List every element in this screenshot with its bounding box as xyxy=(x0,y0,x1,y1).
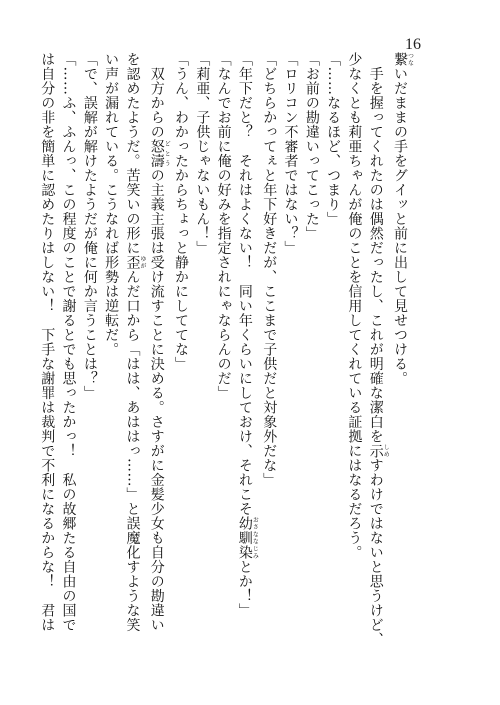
line-text: 手を握ってくれたのは偶然だったし、これが明確な潔白を xyxy=(367,52,384,444)
ruby-word xyxy=(236,516,259,560)
line-text: すわけではないと思うけど、 xyxy=(367,458,384,647)
text-line xyxy=(364,52,388,662)
line-text: の主義主張は受け流すことに決める。さすがに金髪少女も自分の勘違い xyxy=(148,168,165,632)
line-text: 双方からの xyxy=(148,52,165,139)
ruby-base: 繋 xyxy=(392,52,408,67)
line-text: とか！」 xyxy=(236,559,253,618)
ruby-reading: どとう xyxy=(163,139,171,168)
ruby-word xyxy=(148,139,171,168)
text-line: い声が漏れている。こうなれば形勢は逆転だ。 xyxy=(103,52,120,357)
ruby-base: 示 xyxy=(367,443,384,458)
ruby-reading: おさななじみ xyxy=(251,516,259,560)
ruby-word xyxy=(392,52,414,67)
ruby-word xyxy=(124,255,146,270)
ruby-word xyxy=(367,443,390,459)
line-text: いだままの手をグイッと前に出して見せつける。 xyxy=(392,66,408,386)
text-line: 「……なるほど、つまり」 xyxy=(325,52,342,226)
text-line xyxy=(145,52,169,662)
text-line: は自分の非を簡単に認めたりはしない！ 下手な謝罪は裁判で不利になるからな！ 君は xyxy=(39,52,56,632)
text-line: 「莉亜、子供じゃないもん！」 xyxy=(194,52,211,255)
text-line: 「で、誤解が解けたようだが俺に何か言うことは？」 xyxy=(81,52,98,400)
text-line xyxy=(121,52,145,662)
ruby-base: 怒濤 xyxy=(148,139,165,168)
text-line: 「どちらかってぇと年下好きだが、ここまで子供だと対象外だな」 xyxy=(261,52,278,487)
page-number: 16 xyxy=(405,36,421,53)
text-line xyxy=(234,52,258,662)
ruby-base: 幼馴染 xyxy=(236,516,253,560)
text-line: 「うん、わかったからちょっと静かにしててな」 xyxy=(173,52,190,371)
text-line: 「なんでお前に俺の好みを指定されにゃならんのだ」 xyxy=(215,52,232,400)
line-text: を認めたようだ。苦笑いの形に xyxy=(124,52,141,255)
text-line xyxy=(389,52,413,662)
text-line: 少なくとも莉亜ちゃんが俺のことを信用してくれている証拠にはなるだろう。 xyxy=(346,52,363,560)
ruby-reading: ゆが xyxy=(138,255,146,270)
text-line: 「お前の勘違いってこった」 xyxy=(303,52,320,241)
ruby-reading: しめ xyxy=(382,443,390,458)
ruby-base: 歪 xyxy=(124,255,141,270)
text-line: 「ロリコン不審者ではない？」 xyxy=(282,52,299,255)
novel-text-column-block xyxy=(39,52,414,662)
line-text: 「年下だと？ それはよくない！ 同い年くらいにしておけ、それこそ xyxy=(236,52,253,516)
ruby-reading: つな xyxy=(406,52,414,67)
line-text: んだ口から「はは、あははっ……」と誤魔化すような笑 xyxy=(124,269,141,632)
text-line: 「……ふ、ふんっ、この程度のことで謝るとでも思ったかっ！ 私の故郷たる自由の国で xyxy=(60,52,77,632)
